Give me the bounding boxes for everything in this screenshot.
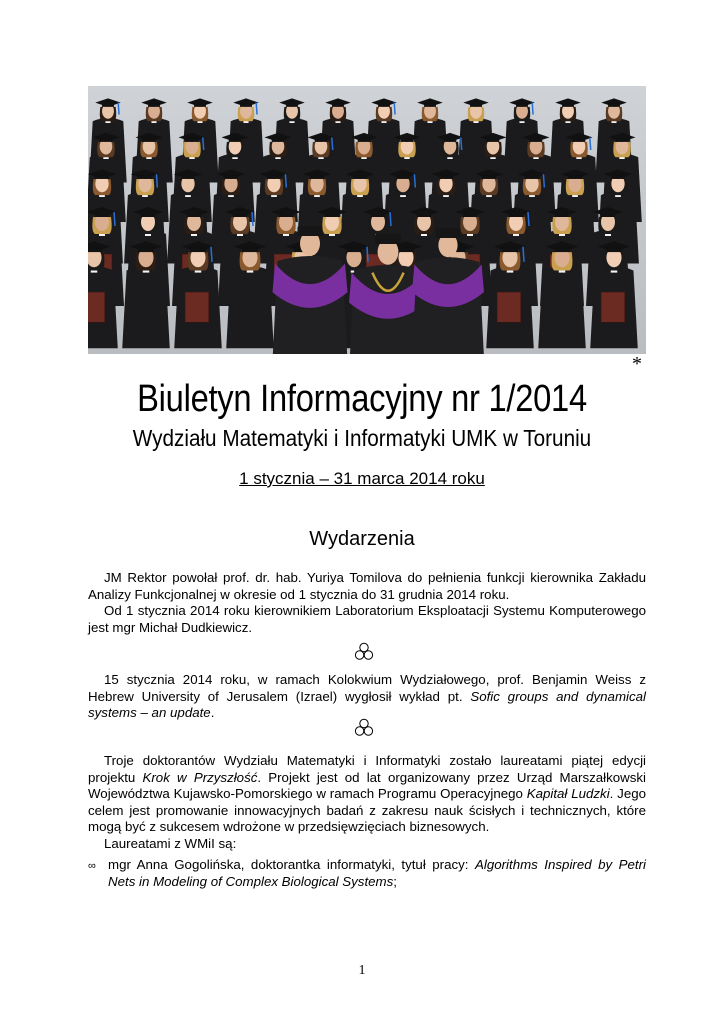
krok-text-b: . Projekt jest od lat organizowany przez Urząd Marszałkowski Województwa Kujawsko-Pomorskiego w ramach Programu Operacyjnego: [88, 769, 646, 801]
laureate-end: ;: [393, 873, 397, 889]
lecture-title: Sofic groups and dynamical systems – an update: [88, 688, 646, 720]
colloquium-text: 15 stycznia 2014 roku, w ramach Kolokwium Wydziałowego, prof. Benjamin Weiss z Hebrew University of Jerusalem (Izrael) wygłosił wykład pt.: [88, 672, 646, 704]
laureate-list-item: [88, 857, 646, 890]
trefoil-icon: [352, 716, 376, 740]
section-title: Wydarzenia: [309, 528, 415, 550]
program-name: Kapitał Ludzki: [526, 786, 610, 801]
krok-text-c: . Jego celem jest promowanie innowacyjnych badań z zakresu nauk ścisłych i technicznych, które mogą być z sukcesem wdrożone w przedsięwzięciach biznesowych.: [88, 786, 646, 834]
laureate-text: mgr Anna Gogolińska, doktorantka informatyki, tytuł pracy:: [108, 857, 475, 872]
laureate-work-title: Algorithms Inspired by Petri Nets in Modeling of Complex Biological Systems: [108, 857, 646, 889]
paragraph-lab-head: Od 1 stycznia 2014 roku kierownikiem Laboratorium Eksploatacji Systemu Komputerowego jest mgr Michał Dudkiewicz.: [88, 603, 646, 635]
paragraph-colloquium: [88, 672, 646, 722]
bulletin-subtitle: Wydziału Matematyki i Informatyki UMK w Toruniu: [132, 425, 592, 451]
laureates-intro: Laureatami z WMiI są:: [104, 835, 237, 851]
trefoil-icon: [352, 640, 376, 664]
bulletin-period: [0, 469, 724, 489]
colloquium-end: .: [210, 705, 215, 720]
bullet-marker: ∞: [88, 860, 96, 872]
krok-text-a: Troje doktorantów Wydziału Matematyki i Informatyki zostało laureatami piątej edycji projektu: [88, 753, 646, 785]
project-name: Krok w Przyszłość: [142, 769, 258, 785]
photo-footnote-asterisk: *: [632, 353, 642, 375]
page-number: 1: [358, 963, 366, 978]
period-text: 1 stycznia – 31 marca 2014 roku: [239, 469, 485, 488]
bulletin-title: Biuletyn Informacyjny nr 1/2014: [137, 378, 587, 420]
group-photo-image: [88, 86, 646, 354]
paragraph-krok-w-przyszlosc: [88, 753, 646, 852]
paragraph-appointments: [88, 570, 646, 636]
paragraph-rector-appointment: JM Rektor powołał prof. dr. hab. Yuriya Tomilova do pełnienia funkcji kierownika Zakładu Analizy Funkcjonalnej w okresie od 1 stycznia do 31 grudnia 2014 roku.: [88, 570, 646, 602]
group-photo: [88, 86, 646, 354]
